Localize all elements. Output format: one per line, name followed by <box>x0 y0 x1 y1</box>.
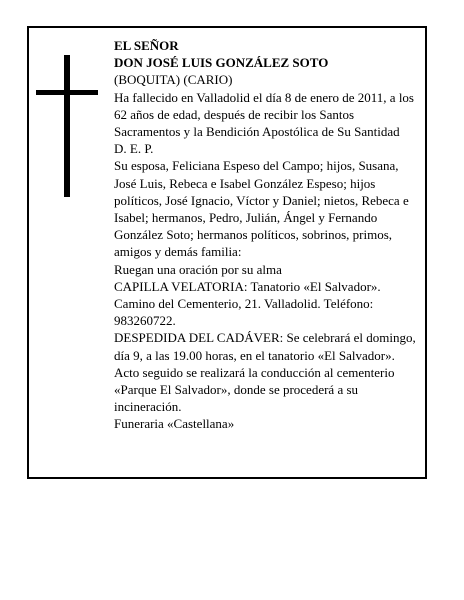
obituary-text <box>114 37 422 433</box>
deceased-name: DON JOSÉ LUIS GONZÁLEZ SOTO <box>114 55 329 71</box>
funeral-home: Funeraria «Castellana» <box>114 416 235 432</box>
deceased-nicknames: (BOQUITA) (CARIO) <box>114 72 233 88</box>
rip-text: D. E. P. <box>114 141 154 157</box>
deceased-title: EL SEÑOR <box>114 38 179 53</box>
cross-vertical-bar <box>64 55 70 197</box>
farewell-info: DESPEDIDA DEL CADÁVER: Se celebrará el domingo, día 9, a las 19.00 horas, en el tanatorio «El Salvador». Acto seguido se realizará la conducción al cementerio «Parque El Salvador», donde se procederá a su incineración. <box>114 330 416 415</box>
cross-horizontal-bar <box>36 90 98 95</box>
chapel-info: CAPILLA VELATORIA: Tanatorio «El Salvador». Camino del Cementerio, 21. Valladolid. Teléfono: 983260722. <box>114 278 381 329</box>
death-announcement: Ha fallecido en Valladolid el día 8 de enero de 2011, a los 62 años de edad, después de recibir los Santos Sacramentos y la Bendición Apostólica de Su Santidad <box>114 89 414 140</box>
latin-cross-icon <box>36 55 98 197</box>
prayer-request: Ruegan una oración por su alma <box>114 261 282 277</box>
family-list: Su esposa, Feliciana Espeso del Campo; hijos, Susana, José Luis, Rebeca e Isabel González Espeso; hijos políticos, José Ignacio, Víctor y Daniel; nietos, Rebeca e Isabel; hermanos, Pedro, Julián, Ángel y Fernando González Soto; hermanos políticos, sobrinos, primos, amigos y demás familia: <box>114 158 409 260</box>
